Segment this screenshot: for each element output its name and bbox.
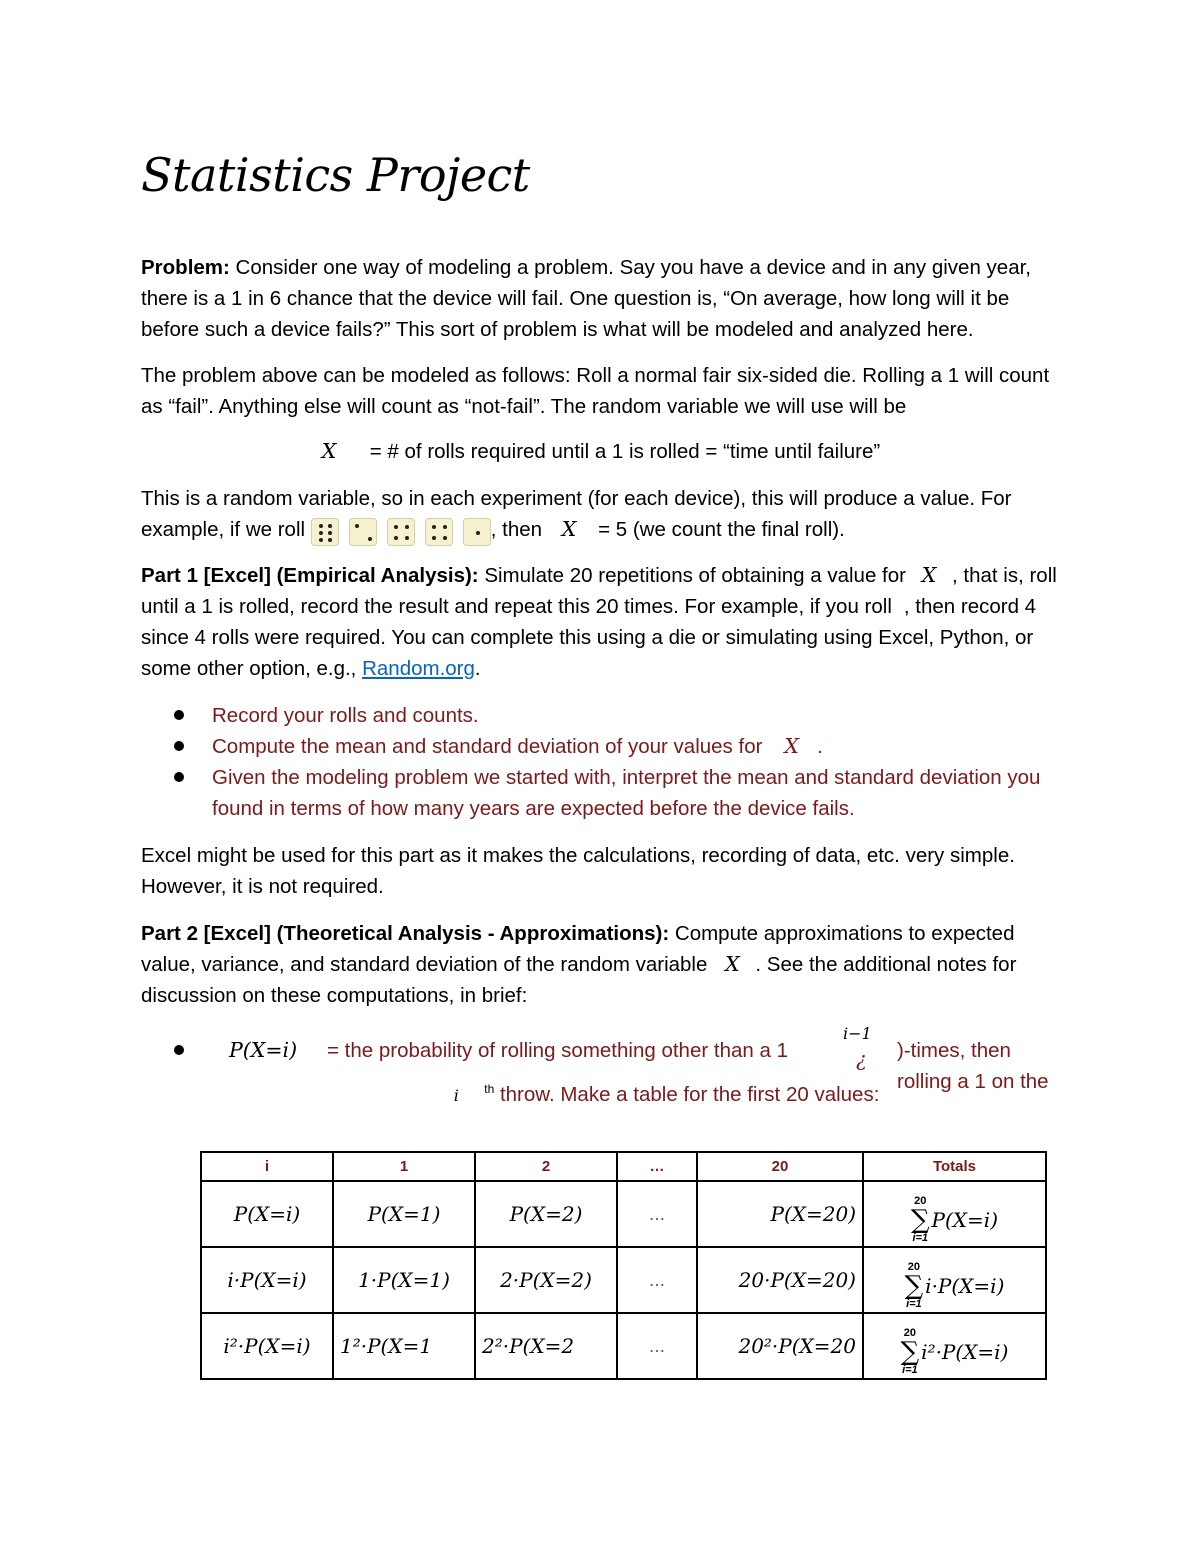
die-six-icon xyxy=(311,518,339,546)
part2-text-2: . See the additional notes for discussion on these computations, in brief: xyxy=(141,953,1017,1007)
part1-text-4: . xyxy=(474,657,481,680)
table-row xyxy=(201,1313,1046,1379)
part2-label: Part 2 [Excel] (Theoretical Analysis - Approximations): xyxy=(141,922,670,945)
problem-text: Consider one way of modeling a problem. Say you have a device and in any given year, there is a 1 in 6 chance that the device will fail. One question is, “On average, how long will it be before such a device fails?” This sort of problem is what will be modeled and analyzed here. xyxy=(141,256,1031,341)
list-item: Given the modeling problem we started with, interpret the mean and standard deviation you found in terms of how many years are expected before the device fails. xyxy=(141,762,1066,824)
table-cell: 2²·P(X=2 xyxy=(475,1313,617,1379)
table-cell: P(X=20) xyxy=(697,1181,863,1247)
table-header: 20 xyxy=(697,1152,863,1181)
bullet-icon xyxy=(174,710,184,720)
part1-text-2: , that is, roll until a 1 is rolled, record the result and repeat this 20 times. For example, if you roll xyxy=(141,564,1057,618)
table-cell xyxy=(863,1181,1046,1247)
part1-text-3: , then record 4 since 4 rolls were required. You can complete this using a die or simulating using Excel, Python, or some other option, e.g., xyxy=(141,595,1037,680)
sigma-icon: 20 ∑ i=1 xyxy=(900,1326,920,1376)
bullet-superscript: th xyxy=(484,1082,495,1096)
table-cell: 1·P(X=1) xyxy=(333,1247,475,1313)
die-two-icon xyxy=(349,518,377,546)
example-text-3: = 5 (we count the final roll). xyxy=(598,518,845,541)
table-header: i xyxy=(201,1152,333,1181)
random-org-link[interactable]: Random.org xyxy=(362,657,475,680)
bullet-icon xyxy=(174,772,184,782)
example-variable: X xyxy=(561,517,577,541)
table-cell: P(X=1) xyxy=(333,1181,475,1247)
table-cell: … xyxy=(617,1181,697,1247)
table-cell: P(X=2) xyxy=(475,1181,617,1247)
table-cell: P(X=i) xyxy=(201,1181,333,1247)
definition-variable: X xyxy=(321,439,337,463)
bullet-text-1: = the probability of rolling something other than a 1 xyxy=(327,1039,788,1062)
table-cell: i·P(X=i) xyxy=(201,1247,333,1313)
bullet-probability: P(X=i) xyxy=(229,1038,298,1062)
part2-variable: X xyxy=(725,952,740,976)
table-cell: … xyxy=(617,1247,697,1313)
table-row xyxy=(201,1181,1046,1247)
bullet-exponent-top: i−1 xyxy=(843,1024,872,1043)
table-cell xyxy=(863,1247,1046,1313)
example-text-1: This is a random variable, so in each experiment (for each device), this will produce a value. For example, if we roll xyxy=(141,487,1012,541)
problem-paragraph xyxy=(141,252,1066,345)
part2-text-1: Compute approximations to expected value, variance, and standard deviation of the random variable xyxy=(141,922,1015,976)
table-cell: 20²·P(X=20 xyxy=(697,1313,863,1379)
list-item: Compute the mean and standard deviation of your values for X . xyxy=(141,731,1066,762)
die-four-icon xyxy=(387,518,415,546)
bullet-exponent-bottom: ¿ xyxy=(856,1047,867,1071)
example-text-2: , then xyxy=(490,518,543,541)
definition-line xyxy=(141,436,1061,467)
bullet-variable: X xyxy=(784,734,800,758)
bullet-second-line xyxy=(212,1074,1072,1111)
bullet-index: i xyxy=(453,1085,459,1105)
bullet-icon xyxy=(174,741,184,751)
bullet-text-2a: )-times, then rolling a 1 on the xyxy=(897,1039,1049,1093)
part1-note: Excel might be used for this part as it makes the calculations, recording of data, etc. very simple. However, it is not required. xyxy=(141,844,1015,898)
part1-paragraph xyxy=(141,560,1066,684)
probability-table xyxy=(200,1151,1047,1380)
table-header-row xyxy=(201,1152,1046,1181)
part1-label: Part 1 [Excel] (Empirical Analysis): xyxy=(141,564,479,587)
problem-label: Problem: xyxy=(141,256,230,279)
table-cell: 2·P(X=2) xyxy=(475,1247,617,1313)
table-header: Totals xyxy=(863,1152,1046,1181)
summation: 20 ∑ i=1 i²·P(X=i) xyxy=(900,1326,1009,1376)
table-cell: 1²·P(X=1 xyxy=(333,1313,475,1379)
dice-sequence xyxy=(311,515,491,546)
part1-text-1: Simulate 20 repetitions of obtaining a value for xyxy=(478,564,906,587)
page-title: Statistics Project xyxy=(141,148,530,202)
sigma-icon: 20 ∑ i=1 xyxy=(904,1260,924,1310)
part1-variable: X xyxy=(921,563,937,587)
definition-text: = # of rolls required until a 1 is rolled = “time until failure” xyxy=(369,440,881,463)
sigma-icon: 20 ∑ i=1 xyxy=(910,1194,930,1244)
part1-bullet-list xyxy=(141,700,1066,824)
example-paragraph xyxy=(141,483,1066,546)
table-header: 2 xyxy=(475,1152,617,1181)
bullet-icon xyxy=(174,1045,184,1055)
model-paragraph: The problem above can be modeled as follows: Roll a normal fair six-sided die. Rolling a 1 will count as “fail”. Anything else will count as “not-fail”. The random variable we will use will be xyxy=(141,364,1050,418)
part2-paragraph xyxy=(141,918,1066,1011)
summation: 20 ∑ i=1 i·P(X=i) xyxy=(904,1260,1005,1310)
table-header: 1 xyxy=(333,1152,475,1181)
table-cell: … xyxy=(617,1313,697,1379)
table-cell xyxy=(863,1313,1046,1379)
table-cell: i²·P(X=i) xyxy=(201,1313,333,1379)
die-one-icon xyxy=(463,518,491,546)
table-row xyxy=(201,1247,1046,1313)
bullet-text-3: throw. Make a table for the first 20 values: xyxy=(499,1082,880,1106)
die-four-icon xyxy=(425,518,453,546)
list-item: Record your rolls and counts. xyxy=(141,700,1066,731)
table-header: … xyxy=(617,1152,697,1181)
summation: 20 ∑ i=1 P(X=i) xyxy=(910,1194,999,1244)
table-cell: 20·P(X=20) xyxy=(697,1247,863,1313)
